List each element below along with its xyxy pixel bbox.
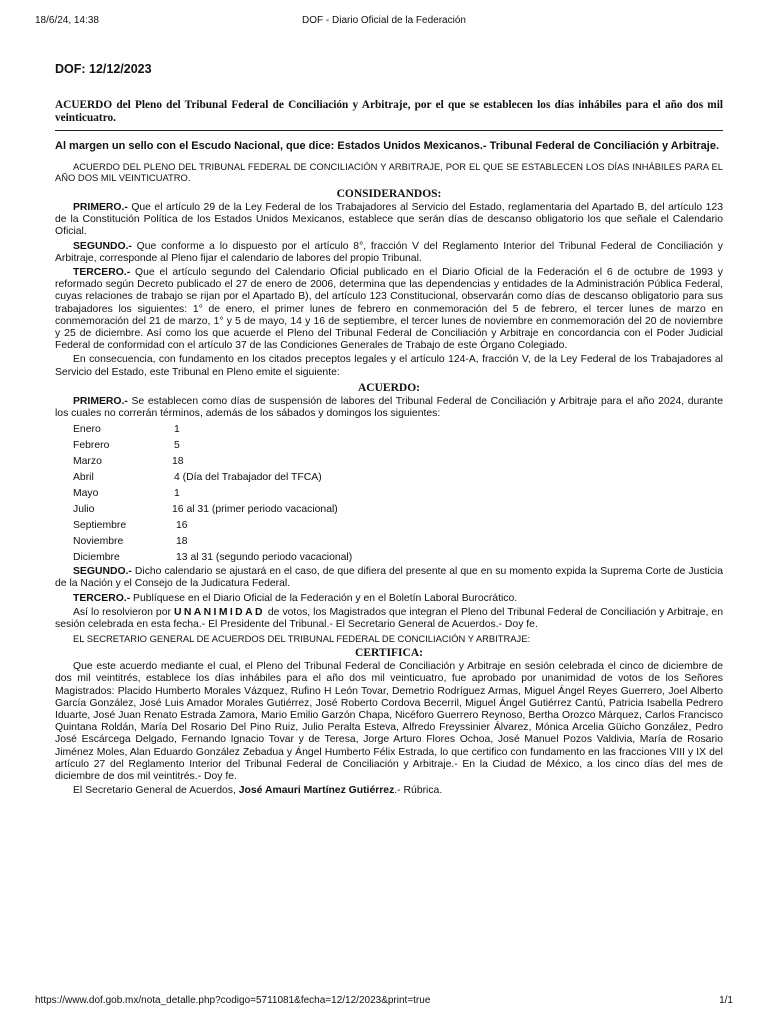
seal-note: Al margen un sello con el Escudo Nacional, que dice: Estados Unidos Mexicanos.- Tribunal Federal de Conciliación y Arbitraje.: [55, 140, 720, 152]
calendar-days: 16 al 31 (primer periodo vacacional): [172, 504, 338, 516]
calendar-row: [55, 438, 723, 454]
calendar-month: Noviembre: [73, 536, 124, 548]
document-body: [55, 62, 723, 800]
considerando-tercero-text: Que el artículo segundo del Calendario Oficial publicado en el Diario Oficial de la Federación el 6 de octubre de 1993 y reformado según Decreto publicado el 27 de enero de 2006, determina que las dependencias y entidades de la Administración Pública Federal, cuyas relaciones de trabajo se rijan por el Apartado B), del artículo 123 Constitucional, observarán como días de descanso obligatorio para sus trabajadores los siguientes: 1° de enero, el primer lunes de febrero en conmemoración del 5 de febrero, el tercer lunes de marzo en conmemoración del 21 de marzo, 1° y 5 de mayo, 14 y 16 de septiembre, el tercer lunes de noviembre en conmemoración del 20 de noviembre y 25 de diciembre. Así como los que acuerde el Pleno del Tribunal Federal de Conciliación y Arbitraje en concordancia con el Poder Judicial Federal de conformidad con el artículo 37 de las Condiciones Generales de Trabajo de este Órgano Colegiado.: [55, 267, 723, 352]
calendar-row: [55, 422, 723, 438]
calendar-row: [55, 486, 723, 502]
secretary-caps-line: EL SECRETARIO GENERAL DE ACUERDOS DEL TRIBUNAL FEDERAL DE CONCILIACIÓN Y ARBITRAJE:: [73, 633, 531, 645]
print-page-title: DOF - Diario Oficial de la Federación: [302, 15, 466, 26]
acuerdo-primero-label: PRIMERO.-: [73, 395, 128, 407]
acuerdo-primero: [55, 396, 723, 420]
calendar-row: [55, 454, 723, 470]
considerando-segundo-label: SEGUNDO.-: [73, 240, 132, 252]
certifica-paragraph: Que este acuerdo mediante el cual, el Pleno del Tribunal Federal de Conciliación y Arbitraje en sesión celebrada el cinco de diciembre de dos mil veintitrés, establece los días inhábiles para el año dos mil veinticuatro, fue aprobado por unanimidad de votos de los Señores Magistrados: Placido Humberto Morales Vázquez, Rufino H León Tovar, Demetrio Rodríguez Armas, Miguel Ángel Reyes Guerrero, Joel Alberto García González, José Luis Amador Morales Gutiérrez, José Roberto Cordova Becerril, Miguel Ángel Gutiérrez Cantú, Patricia Isabella Pedrero Iduarte, José Juan Renato Estrada Zamora, Mario Emilio Garzón Chapa, Nicéforo Guerrero Reynoso, Bertha Orozco Márquez, Carlos Francisco Quintana Roldán, María Del Rosario Del Pino Ruiz, Julio Peralta Esteva, Alfredo Freyssinier Álvarez, Mónica Arcelia Güicho González, Pedro José Escárcega Delgado, Fernando Ignacio Tovar y de Teresa, Jorge Arturo Flores Ochoa, José Manuel Pozos Valdivia, María de Rosario Jiménez Moles, Alan Eduardo González Zebadua y Ángel Humberto Félix Estrada, lo que certifico con fundamento en las fracciones VIII y IX del artículo 27 del Reglamento Interior del Tribunal Federal de Conciliación y Arbitraje.- En la Ciudad de México, a los cinco días del mes de diciembre de dos mil veintitrés.- Doy fe.: [55, 661, 723, 783]
calendar-month: Mayo: [73, 488, 99, 500]
acuerdo-segundo-label: SEGUNDO.-: [73, 566, 132, 578]
resolution-post: de votos, los Magistrados que integran el Pleno del Tribunal Federal de Conciliación y Arbitraje, en sesión celebrada en esta fecha.- El Presidente del Tribunal.- El Secretario General de Acuerdos.- Doy fe.: [55, 606, 723, 631]
considerando-segundo-text: Que conforme a lo dispuesto por el artículo 8°, fracción V del Reglamento Interior del Tribunal Federal de Conciliación y Arbitraje, corresponde al Pleno fijar el calendario de labores del propio Tribunal.: [55, 240, 723, 264]
calendar-days: 4 (Día del Trabajador del TFCA): [174, 472, 322, 484]
calendar-row: [55, 534, 723, 550]
calendar-days: 1: [174, 424, 180, 436]
consecuencia-paragraph: En consecuencia, con fundamento en los citados preceptos legales y el artículo 124-A, fracción V, de la Ley Federal de los Trabajadores al Servicio del Estado, este Tribunal en Pleno emite el siguiente:: [55, 354, 723, 378]
print-datetime: 18/6/24, 14:38: [35, 15, 99, 26]
calendar-row: [55, 502, 723, 518]
calendar-days: 5: [174, 440, 180, 452]
considerando-primero-label: PRIMERO.-: [73, 202, 128, 213]
acuerdo-tercero-label: TERCERO.-: [73, 592, 131, 604]
acuerdo-segundo: [55, 566, 723, 590]
calendar-month: Julio: [73, 504, 95, 516]
print-page-number: 1/1: [719, 995, 733, 1006]
print-footer: [35, 995, 733, 1009]
considerando-primero-text: Que el artículo 29 de la Ley Federal de los Trabajadores al Servicio del Estado, reglamentaria del Apartado B, del artículo 123 de la Constitución Política de los Estados Unidos Mexicanos, establece que serán días de descanso obligatorio los que señale el Calendario Oficial.: [55, 202, 723, 238]
considerando-primero: [55, 202, 723, 239]
considerandos-title: CONSIDERANDOS:: [336, 188, 442, 200]
calendar-row: [55, 550, 723, 566]
calendar-days: 13 al 31 (segundo periodo vacacional): [176, 552, 353, 564]
acuerdo-tercero: [55, 593, 723, 605]
signature-line: [55, 785, 723, 797]
calendar-month: Marzo: [73, 456, 102, 468]
print-header: [35, 15, 733, 29]
dof-date: DOF: 12/12/2023: [55, 62, 152, 76]
calendar-month: Diciembre: [73, 552, 120, 564]
signature-name: José Amauri Martínez Gutiérrez: [238, 785, 395, 797]
certifica-title: CERTIFICA:: [355, 647, 423, 660]
acuerdo-title: ACUERDO:: [358, 381, 420, 394]
calendar-days: 16: [176, 520, 188, 532]
holiday-calendar: [55, 422, 723, 566]
signature-pre: El Secretario General de Acuerdos,: [73, 785, 239, 797]
caps-heading: ACUERDO DEL PLENO DEL TRIBUNAL FEDERAL DE CONCILIACIÓN Y ARBITRAJE, POR EL QUE SE ESTABLECEN LOS DÍAS INHÁBILES PARA EL AÑO DOS MIL VEINTICUATRO.: [55, 161, 723, 183]
acuerdo-segundo-text: Dicho calendario se ajustará en el caso, de que difiera del presente al que en su momento expida la Suprema Corte de Justicia de la Nación y el Consejo de la Judicatura Federal.: [55, 566, 723, 590]
acuerdo-tercero-text: Publíquese en el Diario Oficial de la Federación y en el Boletín Laboral Burocrático.: [130, 592, 518, 604]
calendar-days: 1: [174, 488, 180, 500]
calendar-month: Abril: [73, 472, 94, 484]
unanimidad-word: UNANIMIDAD: [173, 606, 265, 618]
acuerdo-primero-text: Se establecen como días de suspensión de labores del Tribunal Federal de Conciliación y Arbitraje para el año 2024, durante los cuales no correrán términos, además de los sábados y domingos los siguientes:: [55, 395, 723, 420]
calendar-row: [55, 470, 723, 486]
calendar-month: Septiembre: [73, 520, 127, 532]
decree-title: ACUERDO del Pleno del Tribunal Federal de Conciliación y Arbitraje, por el que se establecen los días inhábiles para el año dos mil veinticuatro.: [55, 99, 723, 131]
calendar-month: Febrero: [73, 440, 110, 452]
signature-post: .- Rúbrica.: [394, 785, 443, 797]
resolution-paragraph: [55, 607, 723, 631]
considerando-segundo: [55, 241, 723, 265]
considerando-tercero-label: TERCERO.-: [73, 267, 131, 279]
considerando-tercero: [55, 267, 723, 352]
calendar-days: 18: [172, 456, 184, 468]
print-url: https://www.dof.gob.mx/nota_detalle.php?codigo=5711081&fecha=12/12/2023&print=true: [35, 995, 431, 1006]
calendar-month: Enero: [73, 424, 101, 436]
resolution-pre: Así lo resolvieron por: [73, 606, 174, 618]
calendar-row: [55, 518, 723, 534]
calendar-days: 18: [176, 536, 188, 548]
